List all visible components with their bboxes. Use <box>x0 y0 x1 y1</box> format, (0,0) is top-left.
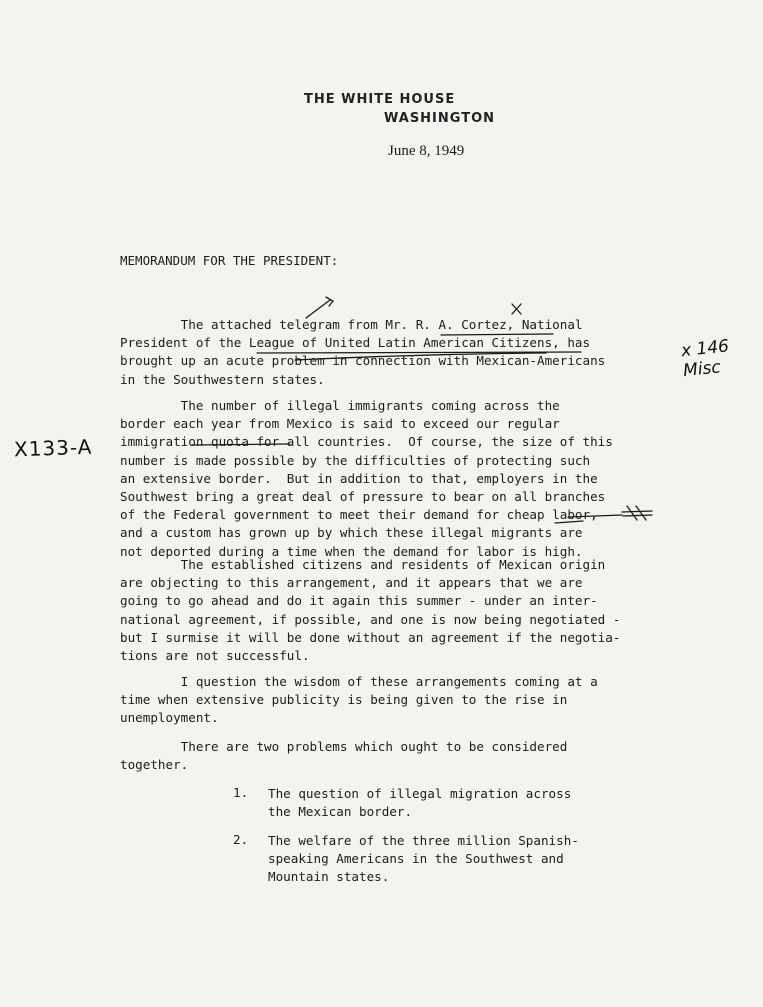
check-mark <box>306 297 333 318</box>
x-mark <box>512 304 521 314</box>
hash-mark <box>622 506 652 520</box>
handwritten-note-right: x 146 Misc <box>680 336 730 382</box>
paragraph-objections: The established citizens and residents of Mexican origin are objecting to this arrangement, and it appears that we are going to go ahead and do it again this summer - under an inter- national agreement, if possible, and one is now being negotiated - but I surmise it will be done without an agreement if the negotia- tions are not successful. <box>120 557 621 664</box>
paragraph-two-problems: There are two problems which ought to be considered together. <box>120 739 568 773</box>
paragraph-telegram: The attached telegram from Mr. R. A. Cortez, National President of the League of United Latin American Citizens, has brought up an acute problem in connection with Mexican-Americans in the Southwestern states. <box>120 317 606 387</box>
list-item: The question of illegal migration across the Mexican border. <box>268 786 572 820</box>
memo-heading: MEMORANDUM FOR THE PRESIDENT: <box>120 253 339 268</box>
list-item: The welfare of the three million Spanish- speaking Americans in the Southwest and Mountain states. <box>268 833 579 885</box>
memo-date: June 8, 1949 <box>388 143 465 159</box>
underline-quota <box>192 444 290 445</box>
slash-connection <box>295 353 546 360</box>
paragraph-wisdom: I question the wisdom of these arrangements coming at a time when extensive publicity is being given to the rise in unemployment. <box>120 674 598 726</box>
list-item-number: 1. <box>233 785 249 800</box>
underline-cortez <box>441 334 553 335</box>
underline-labor <box>568 515 622 517</box>
handwritten-note-left: X133-A <box>13 434 93 462</box>
letterhead-title: THE WHITE HOUSE <box>304 92 456 107</box>
letterhead-city: WASHINGTON <box>384 111 496 126</box>
list-item-number: 2. <box>233 832 249 847</box>
paragraph-illegal-immigrants: The number of illegal immigrants coming across the border each year from Mexico is said to exceed our regular immigration quota for all countries. Of course, the size of this number is made possible by the difficulties of protecting such an extensive border. But in addition to that, employers in the Southwest bring a great deal of pressure to bear on all branches of the Federal government to meet their demand for cheap labor, and a custom has grown up by which these illegal migrants are not deported during a time when the demand for labor is high. <box>120 398 613 559</box>
underline-are <box>555 521 583 523</box>
